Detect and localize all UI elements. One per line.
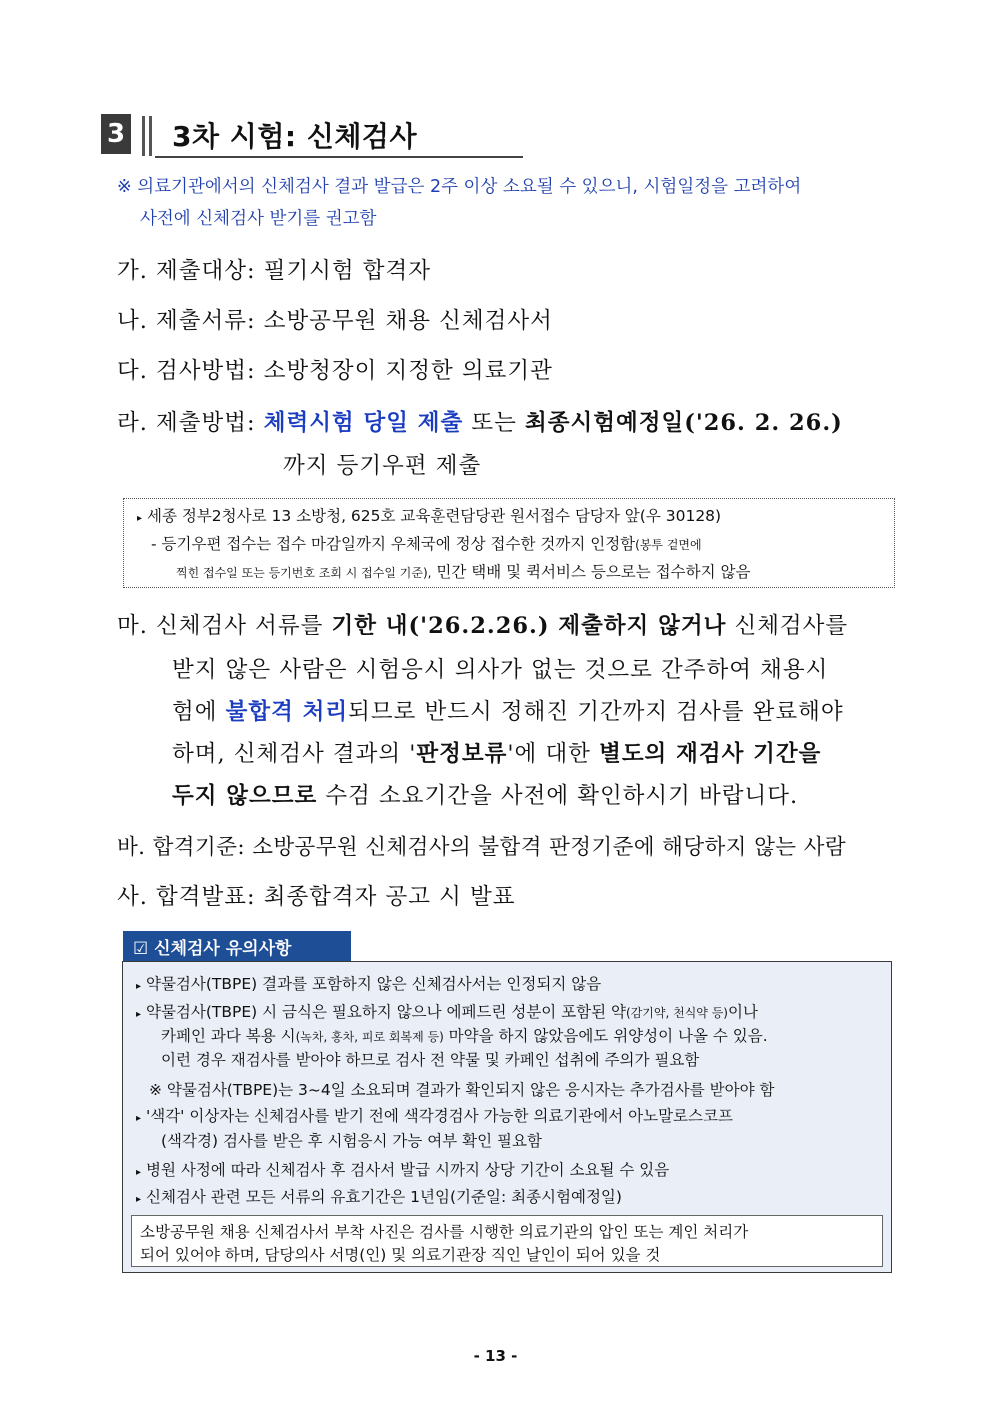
caution-item-3: ▸ '색각' 이상자는 신체검사를 받기 전에 색각경검사 가능한 의료기관에서 아노말로스코프 (136, 1107, 733, 1125)
caution-item-4: ▸ 병원 사정에 따라 신체검사 후 검사서 발급 시까지 상당 기간이 소요될 수 있음 (136, 1161, 670, 1179)
bullet-icon: ▸ (136, 1194, 142, 1205)
address-line-3: 찍힌 접수일 또는 등기번호 조회 시 접수일 기준), 민간 택배 및 퀵서비스 등으로는 접수하지 않음 (176, 563, 751, 581)
bullet-icon: ▸ (136, 1009, 142, 1020)
item-ba: 바. 합격기준: 소방공무원 신체검사의 불합격 판정기준에 해당하지 않는 사람 (117, 835, 846, 860)
caution-item-3-line-2: (색각경) 검사를 받은 후 시험응시 가능 여부 확인 필요함 (161, 1132, 542, 1150)
item-ra-label: 라. 제출방법: (117, 410, 264, 436)
item-ra-deadline: 최종시험예정일('26. 2. 26.) (525, 410, 843, 436)
bullet-icon: ▸ (136, 981, 142, 992)
item-ma-deadline: 기한 내('26.2.26.) 제출하지 않거나 (331, 613, 727, 639)
fail-highlight: 불합격 처리 (225, 699, 349, 725)
item-ra (117, 405, 843, 437)
section-number-badge: 3 (101, 114, 131, 154)
caution-item-5: ▸ 신체검사 관련 모든 서류의 유효기간은 1년임(기준일: 최종시험예정일) (136, 1188, 622, 1206)
item-ma-line-5: 두지 않으므로 수검 소요기간을 사전에 확인하시기 바랍니다. (172, 783, 799, 809)
item-ma-line-1: 마. 신체검사 서류를 기한 내('26.2.26.) 제출하지 않거나 신체검사를 (117, 613, 849, 639)
photo-requirement-line-1: 소방공무원 채용 신체검사서 부착 사진은 검사를 시행한 의료기관의 압인 또는 계인 처리가 (140, 1223, 749, 1241)
item-ma-line-3: 험에 불합격 처리되므로 반드시 정해진 기간까지 검사를 완료해야 (172, 699, 844, 725)
section-title: 3차 시험: 신체검사 (172, 120, 418, 153)
item-sa: 사. 합격발표: 최종합격자 공고 시 발표 (117, 884, 516, 910)
caution-item-2-line-3: 이런 경우 재검사를 받아야 하므로 검사 전 약물 및 카페인 섭취에 주의가 필요함 (161, 1051, 700, 1069)
bullet-icon: ▸ (136, 1113, 142, 1124)
item-ga: 가. 제출대상: 필기시험 합격자 (117, 258, 432, 284)
bullet-icon: ▸ (137, 513, 143, 524)
item-ra-highlight: 체력시험 당일 제출 (263, 410, 464, 436)
item-da: 다. 검사방법: 소방청장이 지정한 의료기관 (117, 358, 553, 384)
item-ma-line-2: 받지 않은 사람은 시험응시 의사가 없는 것으로 간주하여 채용시 (172, 657, 829, 683)
bullet-icon: ▸ (136, 1167, 142, 1178)
caution-note: ※ 약물검사(TBPE)는 3~4일 소요되며 결과가 확인되지 않은 응시자는 추가검사를 받아야 함 (149, 1081, 775, 1099)
item-na: 나. 제출서류: 소방공무원 채용 신체검사서 (117, 308, 553, 334)
page-number: - 13 - (473, 1347, 518, 1365)
address-line-1: ▸ 세종 정부2청사로 13 소방청, 625호 교육훈련담당관 원서접수 담당자 앞(우 30128) (137, 507, 722, 525)
photo-requirement-box (131, 1215, 883, 1267)
item-ma-line-4: 하며, 신체검사 결과의 '판정보류'에 대한 별도의 재검사 기간을 (172, 741, 822, 767)
caution-item-1: ▸ 약물검사(TBPE) 결과를 포함하지 않은 신체검사서는 인정되지 않음 (136, 975, 602, 993)
caution-item-2-line-2: 카페인 과다 복용 시(녹차, 홍차, 피로 회복제 등) 마약을 하지 않았음에도 위양성이 나올 수 있음. (161, 1027, 768, 1045)
caution-item-2: ▸ 약물검사(TBPE) 시 금식은 필요하지 않으나 에페드린 성분이 포함된 약(감기약, 천식약 등)이나 (136, 1003, 758, 1021)
section-divider-bar (142, 116, 145, 156)
section-divider-bar (149, 116, 152, 156)
section-underline (155, 156, 523, 158)
notice-line-1: ※ 의료기관에서의 신체검사 결과 발급은 2주 이상 소요될 수 있으니, 시험일정을 고려하여 (117, 177, 802, 197)
address-line-2: - 등기우편 접수는 접수 마감일까지 우체국에 정상 접수한 것까지 인정함(봉투 겉면에 (151, 535, 702, 553)
caution-tag: ☑ 신체검사 유의사항 (123, 931, 351, 962)
item-ra-line-2: 까지 등기우편 제출 (283, 453, 482, 479)
photo-requirement-line-2: 되어 있어야 하며, 담당의사 서명(인) 및 의료기관장 직인 날인이 되어 있을 것 (140, 1246, 661, 1264)
notice-line-2: 사전에 신체검사 받기를 권고함 (140, 209, 377, 229)
address-box (123, 498, 895, 588)
item-ra-mid: 또는 (463, 410, 526, 436)
